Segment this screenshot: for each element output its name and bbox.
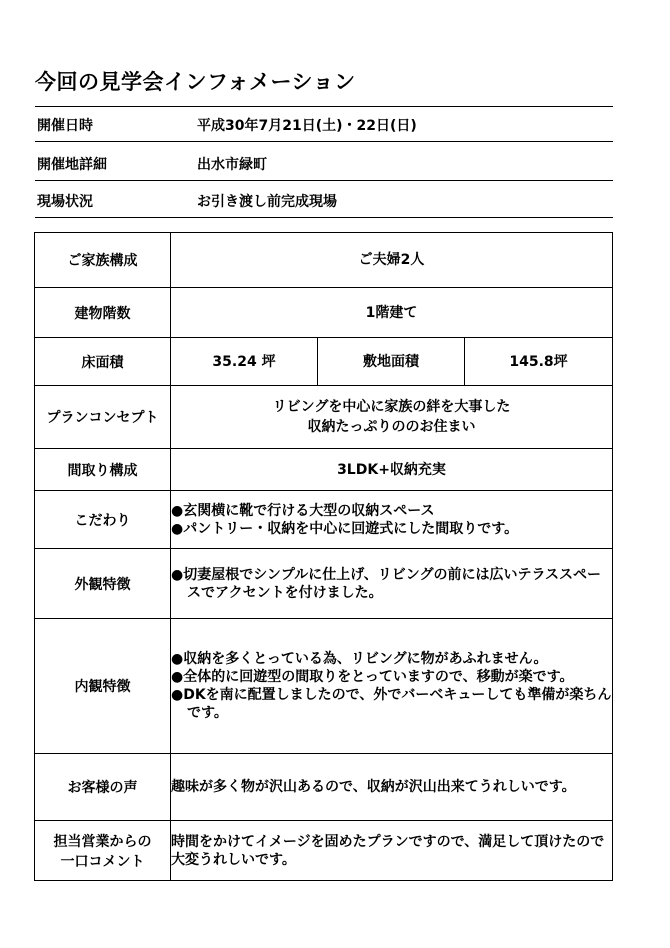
table-row-family [35, 233, 613, 288]
row-label: 内観特徴 [35, 619, 171, 754]
info-value: お引き渡し前完成現場 [197, 194, 337, 210]
list-item: ●切妻屋根でシンプルに仕上げ、リビングの前には広いテラススペースでアクセントを付けました。 [171, 566, 602, 601]
row-value [171, 491, 613, 549]
list-item: ●パントリー・収納を中心に回遊式にした間取りです。 [171, 520, 519, 537]
table-row-concept [35, 386, 613, 449]
list-item: ●玄関横に靴で行ける大型の収納スペース [171, 502, 435, 519]
info-row-location [35, 146, 613, 181]
info-row-date [35, 106, 613, 142]
info-label: 現場状況 [37, 194, 93, 210]
info-value: 出水市緑町 [197, 157, 267, 173]
row-label: 建物階数 [35, 288, 171, 338]
row-label: プランコンセプト [35, 386, 171, 449]
page-title: 今回の見学会インフォメーション [35, 70, 356, 94]
table-row-exterior [35, 549, 613, 619]
row-value: 時間をかけてイメージを固めたプランですので、満足して頂けたので大変うれしいです。 [171, 821, 613, 881]
table-row-floors [35, 288, 613, 338]
row-label: お客様の声 [35, 754, 171, 821]
concept-line: リビングを中心に家族の絆を大事した [272, 399, 511, 415]
concept-line: 収納たっぷりののお住まい [307, 419, 476, 435]
row-label [35, 821, 171, 881]
table-row-interior [35, 619, 613, 754]
site-area-label: 敷地面積 [318, 338, 465, 386]
floor-area-value: 35.24 坪 [171, 338, 318, 386]
details-table [34, 232, 613, 881]
table-row-comment [35, 821, 613, 881]
table-row-kodawari [35, 491, 613, 549]
list-item: ●DKを南に配置しましたので、外でバーベキューしても準備が楽ちんです。 [171, 687, 612, 721]
row-label: 床面積 [35, 338, 171, 386]
row-label: こだわり [35, 491, 171, 549]
row-value: 趣味が多く物が沢山あるので、収納が沢山出来てうれしいです。 [171, 754, 613, 821]
list-item: ●収納を多くとっている為、リビングに物があふれません。 [171, 651, 548, 667]
info-label: 開催地詳細 [37, 157, 107, 173]
row-label: 外観特徴 [35, 549, 171, 619]
table-row-voice [35, 754, 613, 821]
row-value [171, 386, 613, 449]
table-row-layout [35, 449, 613, 491]
table-row-area [35, 338, 613, 386]
row-label: ご家族構成 [35, 233, 171, 288]
info-value: 平成30年7月21日(土)・22日(日) [197, 118, 417, 134]
row-value [171, 619, 613, 754]
row-value: 3LDK+収納充実 [171, 449, 613, 491]
comment-label-line: 一口コメント [60, 853, 145, 870]
row-value [171, 549, 613, 619]
row-value: ご夫婦2人 [171, 233, 613, 288]
row-label: 間取り構成 [35, 449, 171, 491]
row-value: 1階建て [171, 288, 613, 338]
site-area-value: 145.8坪 [465, 338, 613, 386]
info-row-status [35, 183, 613, 218]
comment-label-line: 担当営業からの [53, 833, 152, 850]
list-item: ●全体的に回遊型の間取りをとっていますので、移動が楽です。 [171, 669, 574, 685]
info-label: 開催日時 [37, 118, 93, 134]
